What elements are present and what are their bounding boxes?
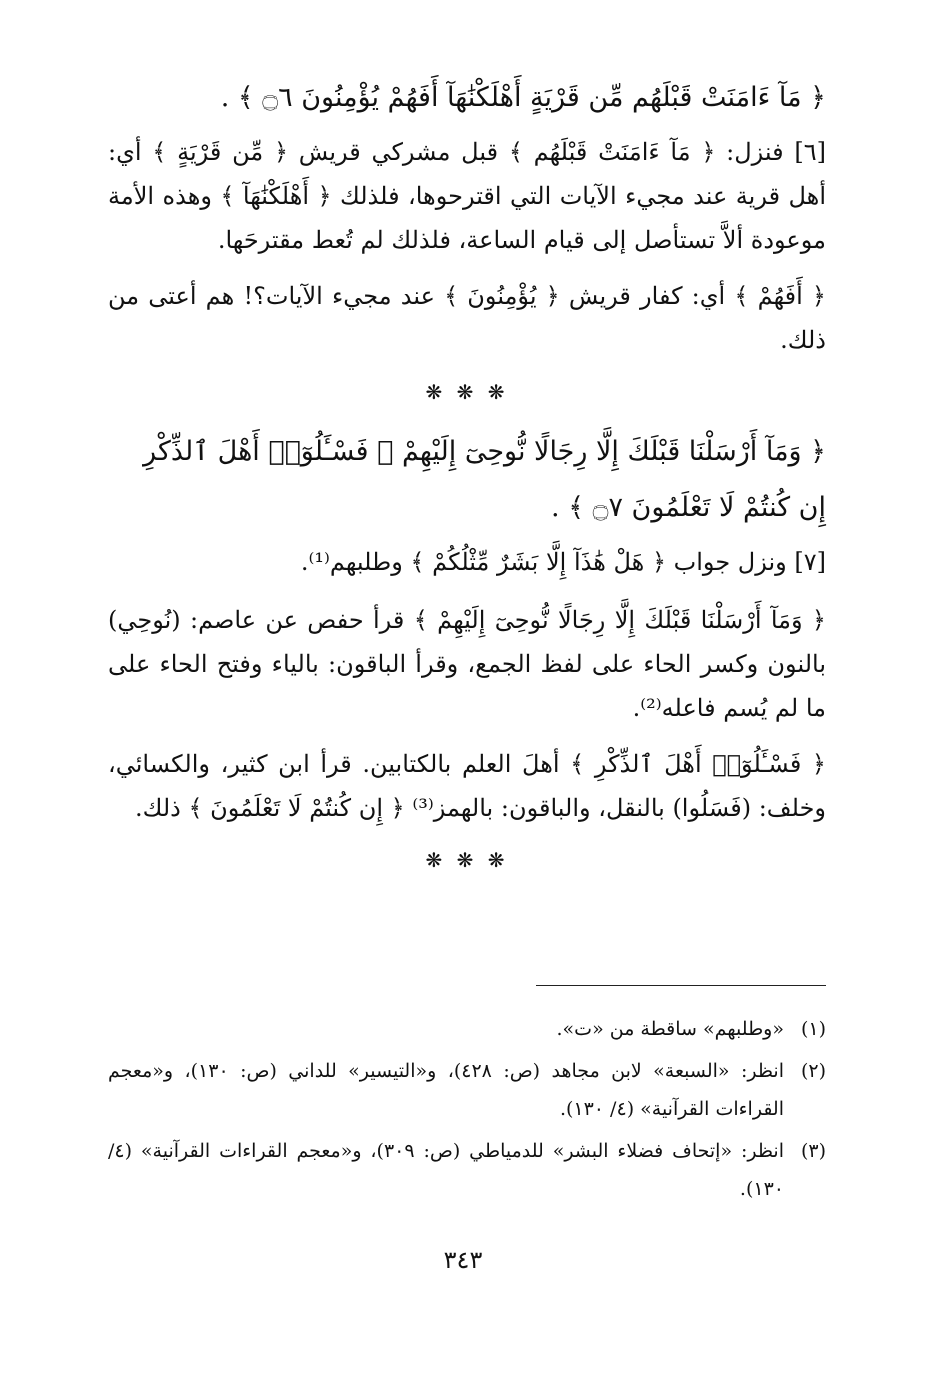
section-separator: ❋ ❋ ❋ — [425, 380, 509, 404]
commentary-paragraph: [٦] فنزل: ﴿ مَآ ءَامَنَتْ قَبْلَهُم ﴾ قبل مشركي قريش ﴿ مِّن قَرْيَةٍ ﴾ أي: أهل قرية عند مجيء الآيات التي اقترحوها، فلذلك ﴿ أَهْلَكْنَٰهَآ ﴾ وهذه الأمة موعودة ألاَّ تستأصل إلى قيام الساعة، فلذلك لم تُعط مقترحَها. — [108, 138, 826, 254]
footnote-text: انظر: «إتحاف فضلاء البشر» للدمياطي (ص: ٣٠٩)، و«معجم القراءات القرآنية» (٤/ ١٣٠). — [108, 1140, 784, 1200]
commentary-paragraph: ﴿ أَفَهُمْ ﴾ أي: كفار قريش ﴿ يُؤْمِنُونَ ﴾ عند مجيء الآيات؟! هم أعتى من ذلك. — [108, 282, 826, 354]
footnote-text: انظر: «السبعة» لابن مجاهد (ص: ٤٢٨)، و«التيسير» للداني (ص: ١٣٠)، و«معجم القراءات القرآنية» (٤/ ١٣٠). — [108, 1060, 784, 1120]
commentary-paragraph: ﴿ وَمَآ أَرْسَلْنَا قَبْلَكَ إِلَّا رِجَالًا نُّوحِىٓ إِلَيْهِمْ ﴾ قرأ حفص عن عاصم: (نُوحِي) بالنون وكسر الحاء على لفظ الجمع، وقرأ الباقون: بالياء وفتح الحاء على ما لم يُسم فاعله⁽²⁾. — [108, 606, 826, 722]
footnote-divider — [536, 985, 826, 986]
section-separator: ❋ ❋ ❋ — [425, 848, 509, 872]
footnotes — [108, 1010, 826, 1212]
commentary-paragraph: ﴿ فَسْـَٔلُوٓا۟ أَهْلَ ٱلذِّكْرِ ﴾ أهلَ العلم بالكتابين. قرأ ابن كثير، والكسائي، وخلف: (فَسَلُوا) بالنقل، والباقون: بالهمز⁽³⁾ ﴿ إِن كُنتُمْ لَا تَعْلَمُونَ ﴾ ذلك. — [108, 750, 826, 822]
page-number: ٣٤٣ — [443, 1246, 483, 1274]
quran-verse-6: ﴿ مَآ ءَامَنَتْ قَبْلَهُم مِّن قَرْيَةٍ أَهْلَكْنَٰهَآ أَفَهُمْ يُؤْمِنُونَ ۝٦ ﴾ . — [220, 82, 826, 113]
commentary-paragraph: [٧] ونزل جواب ﴿ هَلْ هَٰذَآ إِلَّا بَشَرٌ مِّثْلُكُمْ ﴾ وطلبهم⁽¹⁾. — [300, 548, 826, 576]
footnote — [108, 1010, 826, 1048]
footnote — [108, 1052, 826, 1128]
footnote-text: «وطلبهم» ساقطة من «ت». — [556, 1018, 784, 1040]
footnote-number: (٣) — [800, 1140, 826, 1162]
footnote — [108, 1132, 826, 1208]
footnote-number: (٢) — [800, 1060, 826, 1082]
page-body — [108, 70, 826, 892]
footnote-number: (١) — [800, 1018, 826, 1040]
quran-verse-7: ﴿ وَمَآ أَرْسَلْنَا قَبْلَكَ إِلَّا رِجَالًا نُّوحِىٓ إِلَيْهِمْ ۖ فَسْـَٔلُوٓا۟ أَهْلَ ٱلذِّكْرِ إِن كُنتُمْ لَا تَعْلَمُونَ ۝٧ ﴾ . — [143, 436, 826, 523]
